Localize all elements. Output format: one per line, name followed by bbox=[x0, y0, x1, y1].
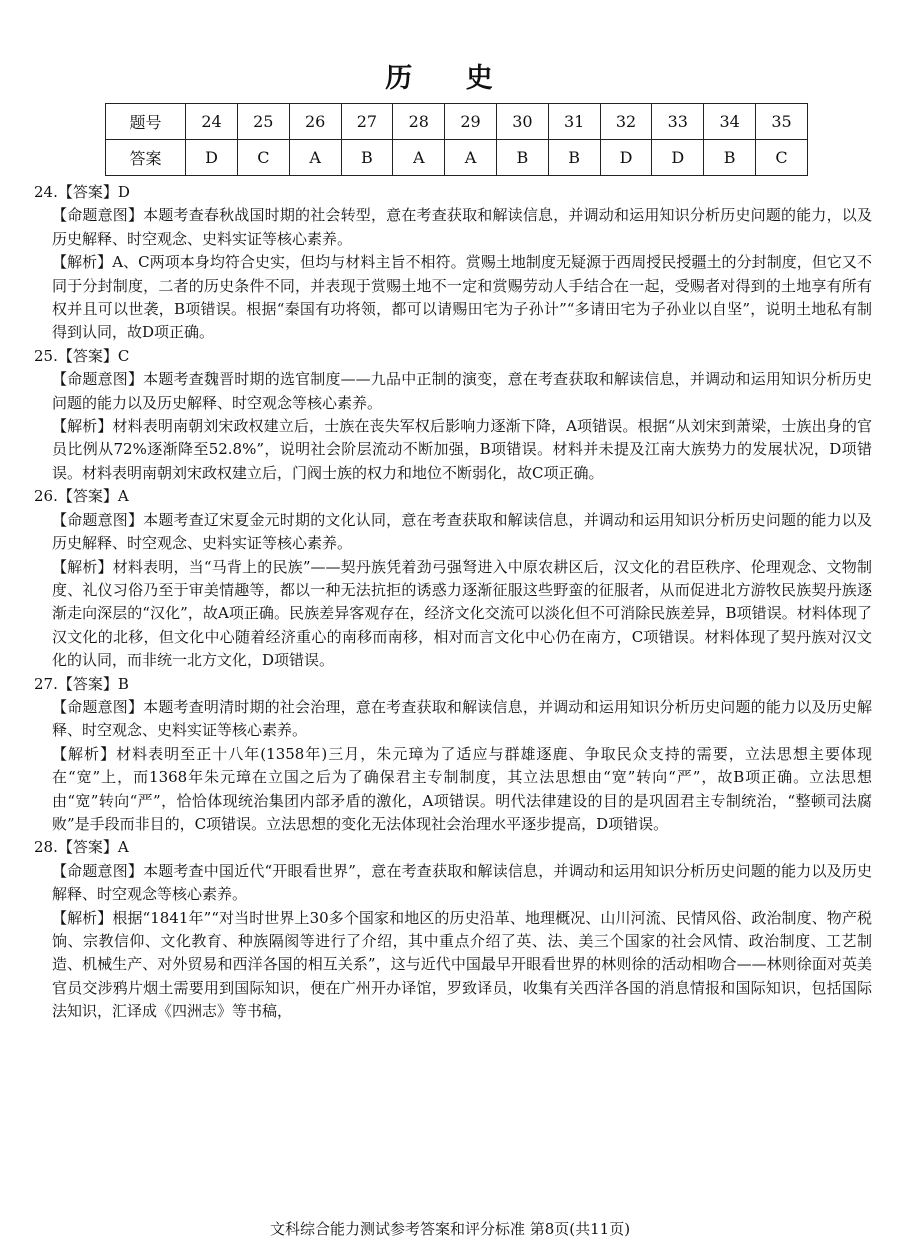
answer-cell: B bbox=[548, 140, 600, 176]
question-block bbox=[34, 673, 872, 837]
question-block bbox=[34, 485, 872, 672]
intent-paragraph: 【命题意图】本题考查辽宋夏金元时期的文化认同，意在考查获取和解读信息，并调动和运用知识分析历史问题的能力以及历史解释、时空观念、史料实证等核心素养。 bbox=[52, 510, 872, 553]
answer-cell: B bbox=[496, 140, 548, 176]
answer-table bbox=[105, 103, 808, 176]
explanations bbox=[34, 181, 872, 1024]
question-number-cell: 24 bbox=[186, 104, 238, 140]
answer-table-answer-row bbox=[106, 140, 808, 176]
analysis-paragraph: 【解析】材料表明南朝刘宋政权建立后，士族在丧失军权后影响力逐渐下降，A项错误。根据“从刘宋到萧梁，士族出身的官员比例从72%逐渐降至52.8%”，说明社会阶层流动不断加强，B项错误。材料并未提及江南大族势力的发展状况，D项错误。材料表明南朝刘宋政权建立后，门阀士族的权力和地位不断弱化，故C项正确。 bbox=[52, 417, 872, 482]
question-number-cell: 29 bbox=[445, 104, 497, 140]
answer-cell: B bbox=[704, 140, 756, 176]
intent-paragraph: 【命题意图】本题考查魏晋时期的选官制度——九品中正制的演变，意在考查获取和解读信息，并调动和运用知识分析历史问题的能力以及历史解释、时空观念等核心素养。 bbox=[52, 370, 872, 412]
analysis-paragraph: 【解析】根据“1841年”“对当时世界上30多个国家和地区的历史沿革、地理概况、山川河流、民情风俗、政治制度、物产税饷、宗教信仰、文化教育、种族隔阂等进行了介绍，其中重点介绍了英、法、美三个国家的社会风情、政治制度、工艺制造、机械生产、对外贸易和西洋各国的相互关系”，这与近代中国最早开眼看世界的林则徐的活动相吻合——林则徐面对英美官员交涉鸦片烟土需要用到国际知识，便在广州开办译馆，罗致译员，收集有关西洋各国的消息情报和国际知识，包括国际法知识，汇译成《四洲志》等书稿， bbox=[52, 908, 872, 1021]
answer-line: 26.【答案】A bbox=[34, 487, 129, 506]
answer-cell: A bbox=[393, 140, 445, 176]
answer-cell: A bbox=[445, 140, 497, 176]
intent-paragraph: 【命题意图】本题考查明清时期的社会治理，意在考查获取和解读信息，并调动和运用知识分析历史问题的能力以及历史解释、时空观念、史料实证等核心素养。 bbox=[52, 697, 872, 740]
answer-cell: D bbox=[186, 140, 238, 176]
answer-cell: D bbox=[600, 140, 652, 176]
answer-cell: B bbox=[341, 140, 393, 176]
question-number-cell: 33 bbox=[652, 104, 704, 140]
answer-label: 答案 bbox=[106, 140, 186, 176]
question-block bbox=[34, 345, 872, 485]
question-number-cell: 32 bbox=[600, 104, 652, 140]
question-number-cell: 26 bbox=[289, 104, 341, 140]
question-number-cell: 28 bbox=[393, 104, 445, 140]
answer-table-header-row bbox=[106, 104, 808, 140]
answer-line: 27.【答案】B bbox=[34, 674, 129, 693]
question-number-cell: 27 bbox=[341, 104, 393, 140]
answer-line: 24.【答案】D bbox=[34, 183, 130, 201]
page-footer: 文科综合能力测试参考答案和评分标准 第8页(共11页) bbox=[269, 1220, 631, 1238]
answer-cell: C bbox=[237, 140, 289, 176]
question-block bbox=[34, 836, 872, 1023]
intent-paragraph: 【命题意图】本题考查中国近代“开眼看世界”，意在考查获取和解读信息，并调动和运用知识分析历史问题的能力以及历史解释、时空观念等核心素养。 bbox=[52, 861, 872, 904]
question-number-cell: 31 bbox=[548, 104, 600, 140]
question-block bbox=[34, 181, 872, 345]
page-title: 历 史 bbox=[385, 63, 515, 94]
question-number-cell: 30 bbox=[496, 104, 548, 140]
answer-cell: A bbox=[289, 140, 341, 176]
question-number-cell: 25 bbox=[237, 104, 289, 140]
analysis-paragraph: 【解析】材料表明，当“马背上的民族”——契丹族凭着劲弓强弩进入中原农耕区后，汉文化的君臣秩序、伦理观念、文物制度、礼仪习俗乃至于审美情趣等，都以一种无法抗拒的诱惑力逐渐征服这些野蛮的征服者，从而促进北方游牧民族契丹族逐渐走向深层的“汉化”，故A项正确。民族差异客观存在，经济文化交流可以淡化但不可消除民族差异，B项错误。材料体现了汉文化的北移，但文化中心随着经济重心的南移而南移，相对而言文化中心仍在南方，C项错误。材料体现了契丹族对汉文化的认同，而非统一北方文化，D项错误。 bbox=[52, 557, 872, 670]
analysis-paragraph: 【解析】A、C两项本身均符合史实，但均与材料主旨不相符。赏赐土地制度无疑源于西周授民授疆土的分封制度，但它又不同于分封制度，二者的历史条件不同，并表现于赏赐土地不一定和赏赐劳动人手结合在一起，受赐者对得到的土地享有所有权并且可以世袭，B项错误。根据“秦国有功将领，都可以请赐田宅为子孙计”“多请田宅为子孙业以自坚”，说明土地私有制得到认同，故D项正确。 bbox=[52, 253, 872, 342]
analysis-paragraph: 【解析】材料表明至正十八年(1358年)三月，朱元璋为了适应与群雄逐鹿、争取民众支持的需要，立法思想主要体现在“宽”上，而1368年朱元璋在立国之后为了确保君主专制制度，其立法思想由“宽”转向“严”，故B项正确。立法思想由“宽”转向“严”，恰恰体现统治集团内部矛盾的激化，A项错误。明代法律建设的目的是巩固君主专制统治，“整顿司法腐败”是手段而非目的，C项错误。立法思想的变化无法体现社会治理水平逐步提高，D项错误。 bbox=[52, 744, 872, 833]
answer-cell: D bbox=[652, 140, 704, 176]
answer-line: 28.【答案】A bbox=[34, 838, 129, 857]
intent-paragraph: 【命题意图】本题考查春秋战国时期的社会转型，意在考查获取和解读信息，并调动和运用知识分析历史问题的能力，以及历史解释、时空观念、史料实证等核心素养。 bbox=[52, 206, 872, 248]
question-number-cell: 35 bbox=[756, 104, 808, 140]
answer-cell: C bbox=[756, 140, 808, 176]
answer-line: 25.【答案】C bbox=[34, 346, 130, 365]
question-number-label: 题号 bbox=[106, 104, 186, 140]
question-number-cell: 34 bbox=[704, 104, 756, 140]
